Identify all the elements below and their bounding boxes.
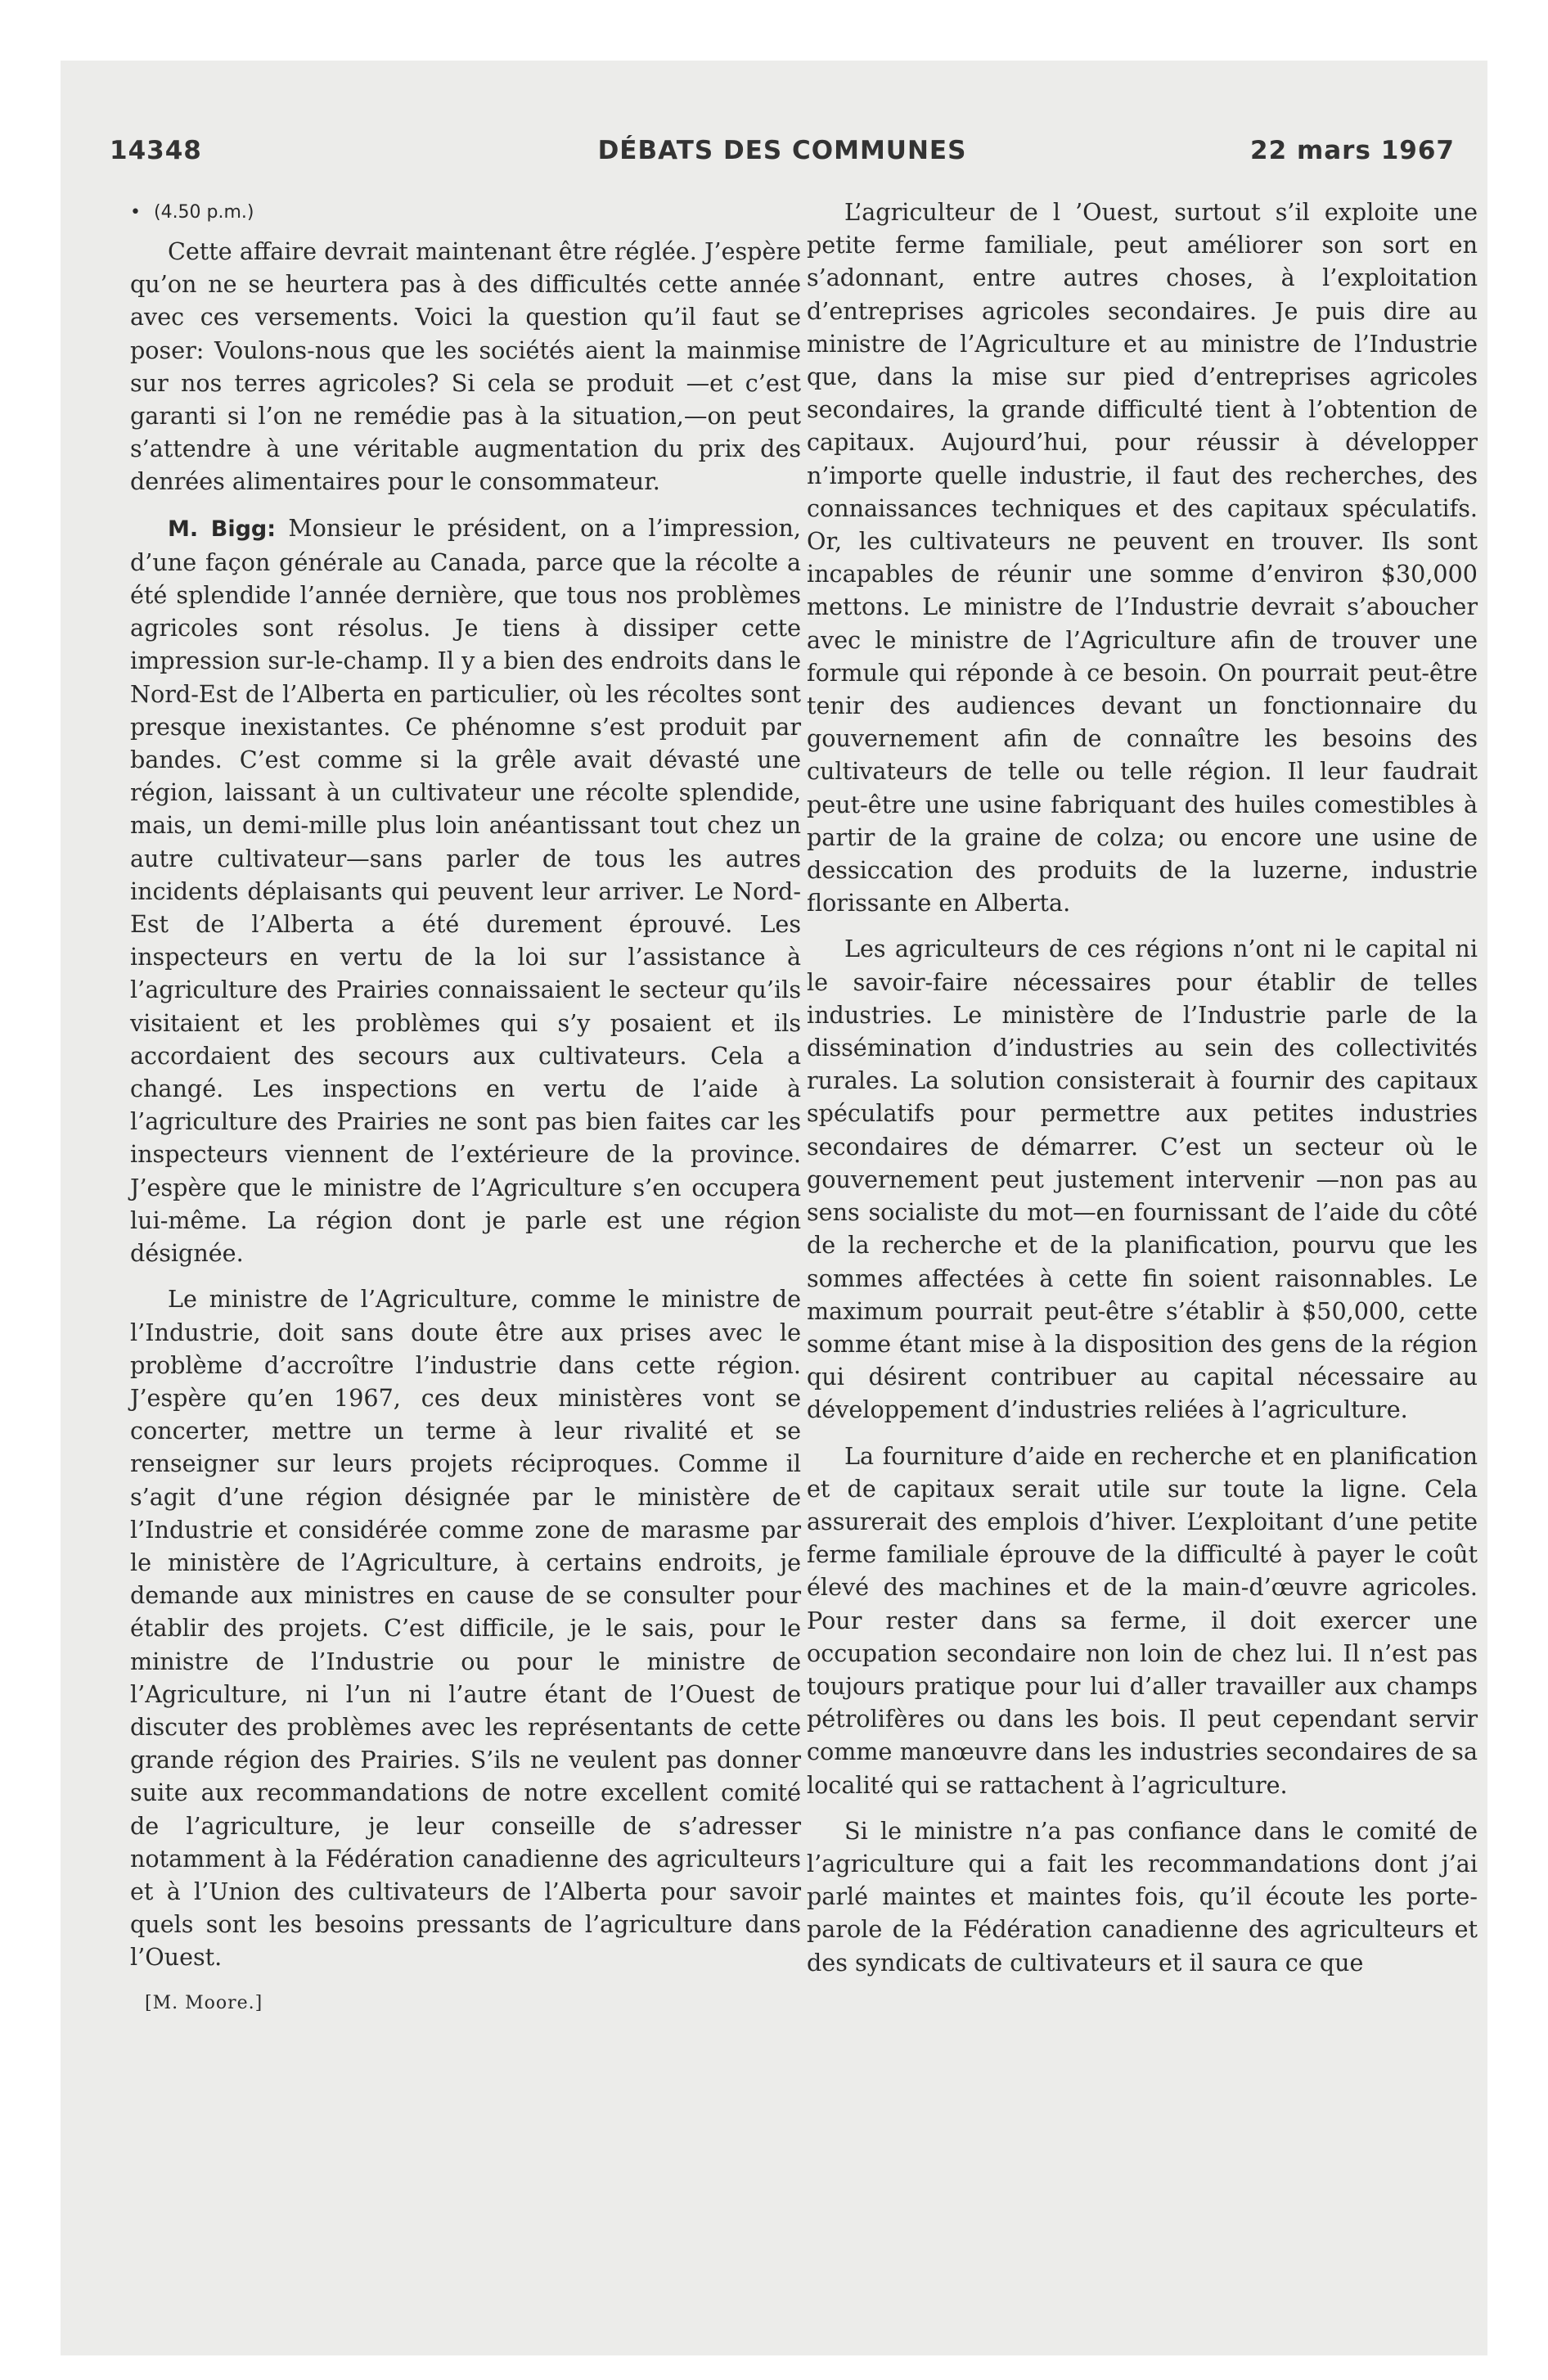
paragraph: Les agriculteurs de ces régions n’ont ni le capital ni le savoir-faire nécessaires pour établir de telles industries. Le ministère de l’Industrie parle de la dissémination d’industries au sein des collectivités rurales. La solution consisterait à fournir des capitaux spéculatifs pour permettre aux petites industries secondaires de démarrer. C’est un secteur où le gouvernement peut justement intervenir —non pas au sens socialiste du mot—en fournissant de l’aide du côté de la recherche et de la planification, pourvu que les sommes affectées à cette fin soient raisonnables. Le maximum pourrait peut-être s’établir à $50,000, cette somme étant mise à la disposition des gens de la région qui désirent contribuer au capital nécessaire au développement d’industries reliées à l’agriculture. (807, 935, 1478, 1424)
left-column (130, 196, 801, 2020)
speaker-attribution: [M. Moore.] (145, 1992, 263, 2013)
scanned-page (61, 61, 1487, 2355)
speaker-name: M. Bigg: (168, 516, 277, 542)
speech-text: Monsieur le président, on a l’impression, d’une façon générale au Canada, parce que la récolte a été splendide l’année dernière, que tous nos problèmes agricoles sont résolus. Je tiens à dissiper cette impression sur-le-champ. Il y a bien des endroits dans le Nord-Est de l’Alberta en particulier, où les récoltes sont presque inexistantes. Ce phénomne s’est produit par bandes. C’est comme si la grêle avait dévasté une région, laissant à un cultivateur une récolte splendide, mais, un demi-mille plus loin anéantissant tout chez un autre cultivateur—sans parler de tous les autres incidents déplaisants qui peuvent leur arriver. Le Nord-Est de l’Alberta a été durement éprouvé. Les inspecteurs en vertu de la loi sur l’assistance à l’agriculture des Prairies connaissaient le secteur qu’ils visitaient et les problèmes qui s’y posaient et ils accordaient des secours aux cultivateurs. Cela a changé. Les inspections en vertu de l’aide à l’agriculture des Prairies ne sont pas bien faites car les inspecteurs viennent de l’extérieure de la province. J’espère que le ministre de l’Agriculture s’en occupera lui-même. La région dont je parle est une région désignée. (130, 513, 801, 1268)
page-date: 22 mars 1967 (1250, 136, 1455, 165)
paragraph: L’agriculteur de l ’Ouest, surtout s’il exploite une petite ferme familiale, peut améliorer son sort en s’adonnant, entre autres choses, à l’exploitation d’entreprises agricoles secondaires. Je puis dire au ministre de l’Agriculture et au ministre de l’Industrie que, dans la mise sur pied d’entreprises agricoles secondaires, la grande difficulté tient à l’obtention de capitaux. Aujourd’hui, pour réussir à développer n’importe quelle industrie, il faut des recherches, des connaissances techniques et des capitaux spéculatifs. Or, les cultivateurs ne peuvent en trouver. Ils sont incapables de réunir une somme d’environ $30,000 mettons. Le ministre de l’Industrie devrait s’aboucher avec le ministre de l’Agriculture afin de trouver une formule qui réponde à ce besoin. On pourrait peut-être tenir des audiences devant un fonctionnaire du gouvernement afin de connaître les besoins des cultivateurs de telle ou telle région. Il leur faudrait peut-être une usine fabriquant des huiles comestibles à partir de la graine de colza; ou encore une usine de dessiccation des produits de la luzerne, industrie florissante en Alberta. (807, 198, 1478, 917)
right-column (807, 196, 1478, 1992)
page-header (110, 136, 1455, 177)
bullet-icon: • (130, 202, 141, 223)
paragraph: Cette affaire devrait maintenant être réglée. J’espère qu’on ne se heurtera pas à des difficultés cette année avec ces versements. Voici la question qu’il faut se poser: Voulons-nous que les sociétés aient la mainmise sur nos terres agricoles? Si cela se produit —et c’est garanti si l’on ne remédie pas à la situation,—on peut s’attendre à une véritable augmentation du prix des denrées alimentaires pour le consommateur. (130, 237, 801, 496)
paragraph: La fourniture d’aide en recherche et en planification et de capitaux serait utile sur toute la ligne. Cela assurerait des emplois d’hiver. L’exploitant d’une petite ferme familiale éprouve de la difficulté à payer le coût élevé des machines et de la main-d’œuvre agricoles. Pour rester dans sa ferme, il doit exercer une occupation secondaire non loin de chez lui. Il n’est pas toujours pratique pour lui d’aller travailler aux champs pétrolifères ou dans les bois. Il peut cependant servir comme manœuvre dans les industries secondaires de sa localité qui se rattachent à l’agriculture. (807, 1441, 1478, 1799)
time-stamp: (4.50 p.m.) (153, 202, 254, 223)
time-stamp-line (130, 201, 801, 225)
page-title: DÉBATS DES COMMUNES (597, 136, 967, 165)
paragraph: Le ministre de l’Agriculture, comme le ministre de l’Industrie, doit sans doute être aux prises avec le problème d’accroître l’industrie dans cette région. J’espère qu’en 1967, ces deux ministères vont se concerter, mettre un terme à leur rivalité et se renseigner sur leurs projets réciproques. Comme il s’agit d’une région désignée par le ministère de l’Industrie et considérée comme zone de marasme par le ministère de l’Agriculture, à certains endroits, je demande aux ministres en cause de se consulter pour établir des projets. C’est difficile, je le sais, pour le ministre de l’Industrie ou pour le ministre de l’Agriculture, ni l’un ni l’autre étant de l’Ouest de discuter des problèmes avec les représentants de cette grande région des Prairies. S’ils ne veulent pas donner suite aux recommandations de notre excellent comité de l’agriculture, je leur conseille de s’adresser notamment à la Fédération canadienne des agriculteurs et à l’Union des cultivateurs de l’Alberta pour savoir quels sont les besoins pressants de l’agriculture dans l’Ouest. (130, 1285, 801, 1972)
speech-paragraph (130, 512, 801, 1270)
page-number: 14348 (110, 136, 202, 165)
paragraph: Si le ministre n’a pas confiance dans le comité de l’agriculture qui a fait les recommandations dont j’ai parlé maintes et maintes fois, qu’il écoute les porte-parole de la Fédération canadienne des agriculteurs et des syndicats de cultivateurs et il saura ce que (807, 1816, 1478, 1977)
